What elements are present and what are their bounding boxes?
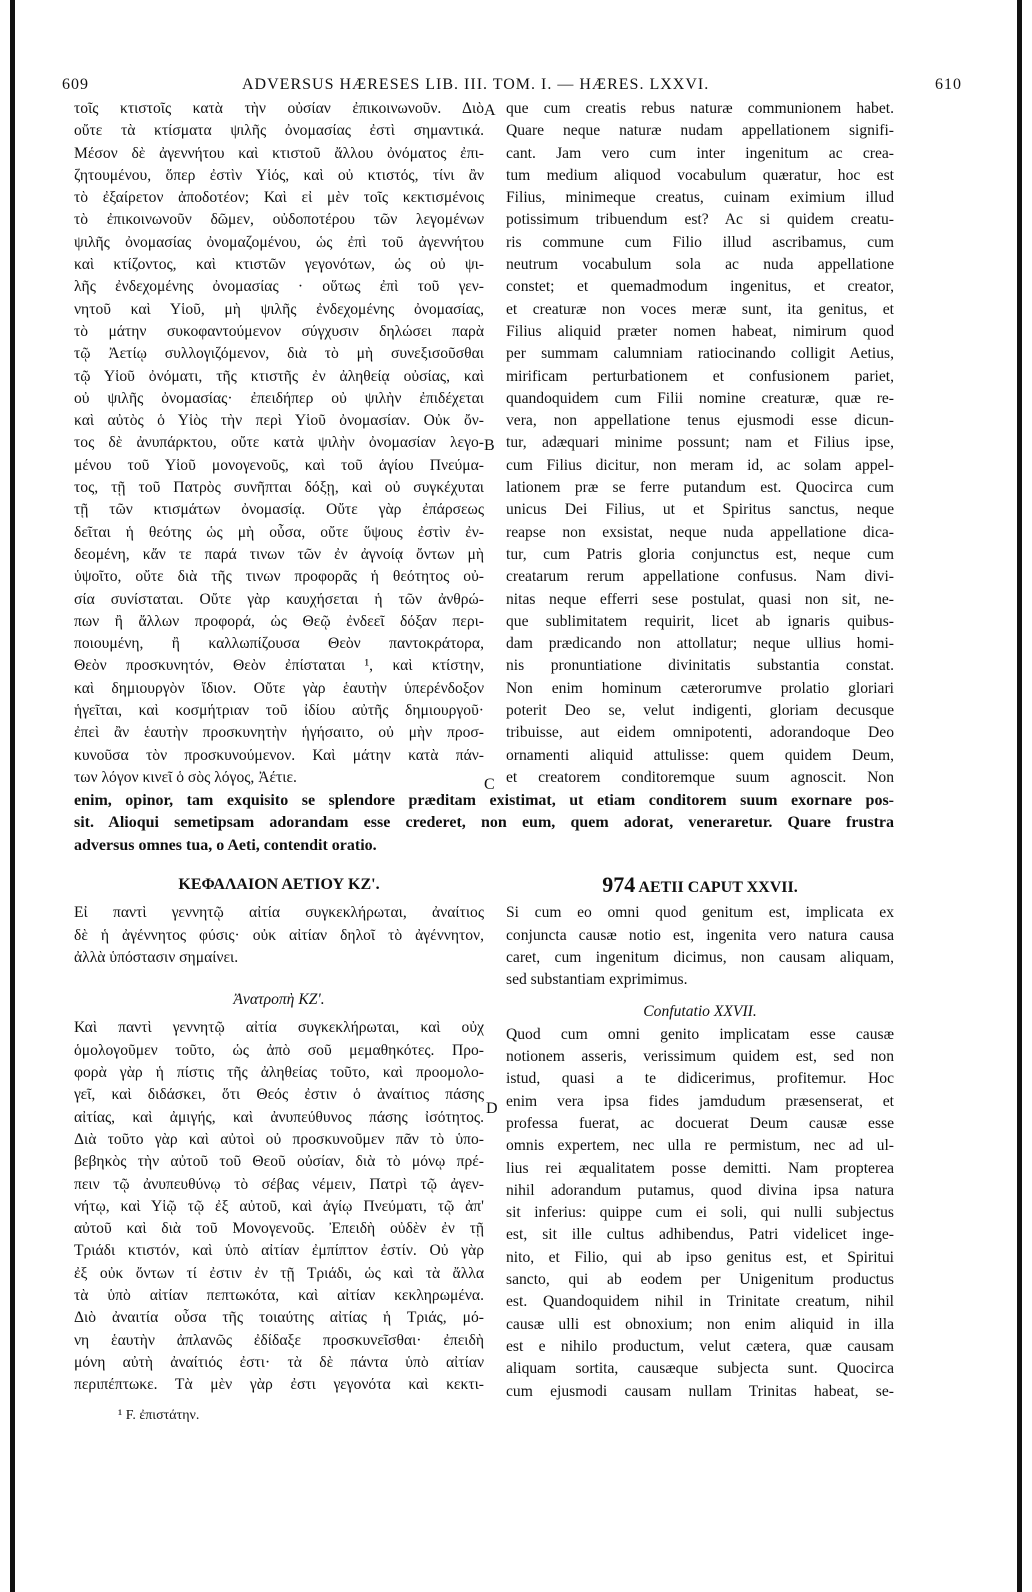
latin-text-line: reapse non exsistat, neque nuda appellatione dica- — [506, 523, 894, 541]
greek-refutation-line: νη ἑαυτὴν ἀπλανῶς ἐδίδαξε προσκυνεῖσθαι· ἐπειδὴ — [74, 1331, 484, 1349]
greek-text-line: δεομένη, κἄν τε παρά τινων τῶν ἐν ἀγνοίᾳ ὄντων μὴ — [74, 545, 484, 563]
greek-refutation-line: Διὰ τοῦτο γὰρ καὶ αὐτοὶ οὐ προσκυνοῦμεν πᾶν τὸ ὑπο- — [74, 1130, 484, 1148]
greek-refutation-line: αἰτίας, καὶ ἀμιγής, καὶ ἀνυπεύθυνος πάσης ἰσότητος. — [74, 1108, 484, 1126]
greek-statement-line: ἀλλὰ ὑπόστασιν σημαίνει. — [74, 948, 239, 966]
latin-refutation-line: est, sit ille cultus adhibendus, Patri videlicet inge- — [506, 1226, 894, 1244]
greek-text-line: δεῖται ἡ θεότης ὡς μὴ οὖσα, οὔτε ὕψους ἐστὶν ἐν- — [74, 523, 484, 541]
latin-refutation-line: nihil adorandum putamus, quod divina ipsa natura — [506, 1181, 894, 1199]
latin-text-line: Quare neque naturæ nudam appellationem signifi- — [506, 122, 894, 140]
latin-text-line: potissimum tribuendum est? Ac si quidem creatu- — [506, 211, 894, 229]
latin-text-line: que sublimitatem requirit, licet ab ignaris quibus- — [506, 612, 894, 630]
greek-text-line: ποιουμένη, ἢ καλλωπίζουσα Θεὸν παντοκράτορα, — [74, 635, 484, 653]
latin-text-line: Filius, minimeque creatus, cuinam eximium illud — [506, 189, 894, 207]
latin-text-line: tribuisse, aut eidem omnipotenti, adorandoque Deo — [506, 724, 894, 742]
greek-refutation-line: πειν τῷ ἀνυπευθύνῳ τὸ σέβας νέμειν, Πατρὶ τῷ ἀγεν- — [74, 1175, 484, 1193]
greek-text-line: τῇ τῶν κτισμάτων ὀνομασίᾳ. Οὔτε γὰρ ἐπάρσεως — [74, 501, 484, 519]
latin-refutation-line: sit inferius: quippe cum ei soli, qui nulli subjectus — [506, 1204, 894, 1222]
greek-text-line: πων ἢ ἄλλων προφορά, ὡς Θεῷ ἐνδεεῖ δόξαν περι- — [74, 612, 484, 630]
margin-marker-b: B — [484, 437, 495, 454]
latin-text-line: neutrum vocabulum sola ac nuda appellatione — [506, 256, 894, 274]
greek-text-line: τὸ ἐπικοινωνοῦν δῶμεν, οὐδοποτέρου τῶν λεγομένων — [74, 211, 484, 229]
latin-statement-line: conjuncta causæ notio est, ingenita vero natura causa — [506, 926, 894, 944]
latin-text-line: per summam calumniam ratiocinando colligit Aetius, — [506, 345, 894, 363]
greek-refutation-line: φορὰ γὰρ ἡ πίστις τῆς ἀληθείας τοῦτο, καὶ προομολο- — [74, 1064, 484, 1082]
greek-refutation-line: αὐτοῦ καὶ διὰ τοῦ Μονογενοῦς. Ἐπειδὴ οὐδὲν ἐν τῇ — [74, 1220, 484, 1238]
greek-refutation-line: περιπέπτωκε. Τὰ μὲν γὰρ ἐστι γεγονότα καὶ κεκτι- — [74, 1376, 484, 1394]
greek-column-upper — [74, 98, 484, 789]
latin-chapter-heading — [506, 874, 894, 896]
latin-chapter-title: AETII CAPUT XXVII. — [638, 879, 798, 896]
latin-text-line: et creatorem conditoremque suum agnoscit. Non — [506, 768, 894, 786]
margin-marker-a: A — [484, 102, 496, 119]
latin-statement-line: caret, cum ingenitum dicimus, non causam aliquam, — [506, 948, 894, 966]
latin-refutation-line: causæ ulli est obnoxium; non enim aliquid in illa — [506, 1315, 894, 1333]
latin-refutation-heading: Confutatio XXVII. — [643, 1003, 757, 1021]
latin-text-line: tur, cum Patris gloria conjunctus est, neque cum — [506, 545, 894, 563]
page-number-right: 610 — [935, 76, 962, 93]
latin-refutation-line: enim vera ipsa fides jamdudum præsenserat, et — [506, 1092, 894, 1110]
latin-text-line: nis pronuntiatione divinitatis substantia constat. — [506, 657, 894, 675]
margin-marker-d: D — [486, 1100, 498, 1117]
latin-text-line: vera, non appellatione tenus ejusmodi esse dicun- — [506, 412, 894, 430]
greek-text-line: τῷ Υἱοῦ ὀνόματι, τῆς κτιστῆς ἐν ἀληθείᾳ οὐσίας, καὶ — [74, 367, 484, 385]
greek-text-line: ἡγεῖται, καὶ κοσμήτριαν τοῦ ἰδίου αὐτῆς δημιουργοῦ· — [74, 702, 484, 720]
latin-text-line: constet; et quemadmodum ingenitus, et creator, — [506, 278, 894, 296]
greek-refutation-line: ἐξ οὐκ ὄντων τί ἐστιν ἐν τῇ Τριάδι, ὡς καὶ τὰ ἄλλα — [74, 1264, 484, 1282]
latin-text-line: ornamenti aliquid attulisse: quem quidem Deum, — [506, 746, 894, 764]
greek-refutation-line: ὁμολογοῦμεν τοῦτο, ὡς ἀπὸ σοῦ μεμαθηκότες. Προ- — [74, 1041, 484, 1059]
latin-text-line: creatarum rerum appellatione confusus. Nam divi- — [506, 568, 894, 586]
scan-border-right — [1017, 0, 1022, 1592]
greek-chapter-heading: ΚΕΦΑΛΑΙΟΝ ΑΕΤΙΟΥ ΚΖ'. — [178, 876, 380, 893]
greek-refutation-line: μόνη αὐτὴ ἀναίτιός ἐστι· τὰ δὲ πάντα ὑπὸ αἰτίαν — [74, 1353, 484, 1371]
greek-text-line: τοῖς κτιστοῖς κατὰ τὴν οὐσίαν ἐπικοινωνοῦν. Διὸ — [74, 100, 484, 117]
column-number: 974 — [602, 872, 636, 897]
margin-marker-c: C — [484, 776, 495, 793]
greek-text-line: ὑψοῖτο, οὔτε διὰ τῆς τινων προφορᾶς ἡ θεότητος οὐ- — [74, 568, 484, 586]
latin-text-line: que cum creatis rebus naturæ communionem habet. — [506, 100, 894, 117]
latin-refutation-line: est e nihilo productum, velut cætera, quæ causam — [506, 1337, 894, 1355]
greek-text-line: τος, τῇ τοῦ Πατρὸς συνῆπται δόξῃ, καὶ οὐ συγκέχυται — [74, 479, 484, 497]
greek-text-line: καὶ αὐτὸς ὁ Υἱὸς τὴν περὶ Υἱοῦ ὀνομασίαν. Οὐκ ὄν- — [74, 412, 484, 430]
full-width-line: adversus omnes tua, o Aeti, contendit oratio. — [74, 836, 377, 854]
greek-text-line: καὶ δημιουργὸν ἴδιον. Οὔτε γὰρ ἑαυτὴν ὑπερένδοξον — [74, 679, 484, 697]
latin-text-line: ris commune cum Filio illud ascribamus, cum — [506, 233, 894, 251]
footnote: ¹ F. ἐπιστάτην. — [118, 1408, 200, 1423]
latin-text-line: Filius aliquid præter nomen habeat, nimirum quod — [506, 322, 894, 340]
greek-text-line: οὐ ψιλῆς ὀνομασίας· ἐπειδήπερ οὐ ψιλὴν ἐπιδέχεται — [74, 389, 484, 407]
latin-column-lower — [506, 874, 894, 1403]
greek-column-lower — [74, 874, 484, 1397]
full-width-continuation — [74, 790, 894, 857]
greek-statement-line: δὲ ἡ ἀγέννητος φύσις· οὐκ αἰτίαν δηλοῖ τὸ ἀγέννητον, — [74, 926, 484, 944]
greek-text-line: ἐπεὶ ἂν ἑαυτὴν προσκυνητὴν ἡγήσαιτο, οὐ μὴν προσ- — [74, 724, 484, 742]
latin-refutation-line: est. Quandoquidem nihil in Trinitate creatum, nihil — [506, 1293, 894, 1311]
greek-refutation-line: νήτῳ, καὶ Υἱῷ τῷ ἐξ αὐτοῦ, καὶ ἁγίῳ Πνεύματι, τῷ ἀπ' — [74, 1197, 484, 1215]
greek-text-line: ψιλῆς ὀνομασίας ὀνομαζομένου, ὡς ἐπὶ τοῦ ἀγεννήτου — [74, 233, 484, 251]
latin-text-line: mirificam perturbationem et confusionem pariet, — [506, 367, 894, 385]
greek-text-line: ζητουμένου, ὅπερ ἐστὶν Υἱός, καὶ οὐ κτιστός, τίνι ἂν — [74, 166, 484, 184]
greek-text-line: των λόγον κινεῖ ὁ σὸς λόγος, Ἀέτιε. — [74, 768, 297, 786]
latin-text-line: nitas neque efferri sese postulat, quasi non sit, ne- — [506, 590, 894, 608]
greek-text-line: νητοῦ καὶ Υἱοῦ, μὴ ψιλῆς ἐνδεχομένης ὀνομασίας, — [74, 300, 484, 318]
latin-text-line: lationem præ se ferre putandum est. Quocirca cum — [506, 479, 894, 497]
greek-text-line: οὔτε τὰ κτίσματα ψιλῆς ὀνομασίας ἐστὶ σημαντικά. — [74, 122, 484, 140]
latin-refutation-line: sancto, qui ab eodem per Unigenitum productus — [506, 1271, 894, 1289]
greek-text-line: τὸ ἐξαίρετον ἀποδοτέον; Καὶ εἰ μὲν τοῖς κεκτισμένοις — [74, 189, 484, 207]
latin-text-line: dam prædicando non attollatur; neque ullius homi- — [506, 635, 894, 653]
latin-statement-line: Si cum eo omni quod genitum est, implicata ex — [506, 904, 894, 922]
latin-text-line: cum Filius dicitur, non meram id, ac solam appel- — [506, 456, 894, 474]
greek-text-line: τῷ Ἀετίῳ συλλογιζόμενον, διὰ τὸ μὴ συνεξισοῦσθαι — [74, 345, 484, 363]
latin-text-line: cant. Jam vero cum inter ingenitum ac crea- — [506, 144, 894, 162]
latin-refutation-line: omnis expertem, nec ulla re permistum, nec ad ul- — [506, 1137, 894, 1155]
greek-refutation-line: Καὶ παντὶ γεννητῷ αἰτία συγκεκλήρωται, καὶ οὐχ — [74, 1019, 484, 1037]
latin-refutation-line: cum ejusmodi causam nullam Trinitas habeat, se- — [506, 1382, 894, 1400]
running-header — [62, 76, 962, 100]
greek-text-line: τος δὲ ἀνυπάρκτου, οὔτε κατὰ ψιλὴν ὀνομασίαν λεγο- — [74, 434, 484, 452]
greek-text-line: Θεὸν προσκυνητόν, Θεὸν ἐπίσταται ¹, καὶ κτίστην, — [74, 657, 484, 675]
latin-refutation-line: Quod cum omni genito implicatam esse causæ — [506, 1025, 894, 1043]
latin-refutation-line: aliquam sortita, causæque subjecta sunt. Quocirca — [506, 1360, 894, 1378]
latin-statement-line: sed substantiam exprimimus. — [506, 971, 688, 989]
greek-text-line: τὸ μάτην συκοφαντούμενον σύγχυσιν δηλώσει παρὰ — [74, 322, 484, 340]
greek-text-line: καὶ κτίζοντος, καὶ κτιστῶν γεγονότων, ὡς οὐ ψι- — [74, 256, 484, 274]
greek-text-line: Μέσον δὲ ἀγεννήτου καὶ κτιστοῦ ἄλλου ὀνόματος ἐπι- — [74, 144, 484, 162]
greek-text-line: κυνοῦσα τὸν προσκυνούμενον. Καὶ μάτην κατὰ πάν- — [74, 746, 484, 764]
scan-border-left — [10, 0, 15, 1592]
latin-text-line: et creaturæ non voces meræ sunt, ita genitus, et — [506, 300, 894, 318]
latin-refutation-line: professa fuerat, ac docuerat Deum causæ esse — [506, 1114, 894, 1132]
greek-statement-line: Εἰ παντὶ γεννητῷ αἰτία συγκεκλήρωται, ἀναίτιος — [74, 904, 484, 922]
greek-text-line: λῆς ἐνδεχομένης ὀνομασίας · οὕτως ἐπὶ τοῦ γεν- — [74, 278, 484, 296]
latin-text-line: tum medium aliquod vocabulum quæratur, hoc est — [506, 166, 894, 184]
greek-refutation-line: Τριάδι κτιστόν, καὶ ὑπὸ αἰτίαν ἐμπίπτον ἐστίν. Οὐ γὰρ — [74, 1242, 484, 1260]
greek-refutation-line: τὰ ὑπὸ αἰτίαν πεπτωκότα, καὶ αἰτίαν κεκληρωμένα. — [74, 1287, 484, 1305]
greek-refutation-line: Διὸ ἀναιτία οὖσα τῆς τοιαύτης αἰτίας ἡ Τριάς, μό- — [74, 1309, 484, 1327]
greek-refutation-line: βεβηκὸς τὴν αὐτοῦ τοῦ Θεοῦ οὐσίαν, διὰ τὸ μόνῳ πρέ- — [74, 1153, 484, 1171]
latin-text-line: Non enim hominum cæterorumve prolatio gloriari — [506, 679, 894, 697]
greek-refutation-heading: Ἀνατροπὴ ΚΖ'. — [233, 991, 325, 1009]
greek-text-line: σία συνίσταται. Οὔτε γὰρ καυχήσεται ἡ τῶν ἀνθρώ- — [74, 590, 484, 608]
running-title: ADVERSUS HÆRESES LIB. III. TOM. I. — HÆRES. LXXVI. — [242, 76, 710, 93]
greek-refutation-line: γεῖ, καὶ διδάσκει, ὅτι Θεός ἐστιν ὁ ἀναίτιος πάσης — [74, 1086, 484, 1104]
latin-refutation-line: lius rei æqualitatem posse demitti. Nam propterea — [506, 1159, 894, 1177]
latin-column-upper — [506, 98, 894, 789]
full-width-line: sit. Alioqui semetipsam adorandam esse crederet, non eum, quem adorat, veneraretur. Quare frustra — [74, 814, 894, 832]
latin-refutation-line: notionem asseris, verissimum quidem est, sed non — [506, 1048, 894, 1066]
latin-text-line: quandoquidem cum Filii nomine creaturæ, quæ re- — [506, 389, 894, 407]
full-width-line: enim, opinor, tam exquisito se splendore præditam existimat, ut etiam conditorem suum exornare pos- — [74, 792, 894, 809]
page-number-left: 609 — [62, 76, 89, 93]
latin-refutation-line: nito, et Filio, qui ab ipso genitus est, et Spiritui — [506, 1248, 894, 1266]
latin-text-line: tur, adæquari minime possunt; nam et Filius ipse, — [506, 434, 894, 452]
latin-text-line: unicus Dei Filius, ut et Spiritus sanctus, neque — [506, 501, 894, 519]
latin-text-line: poterit Deo se, velut indigenti, gloriam decusque — [506, 702, 894, 720]
greek-text-line: μένου τοῦ Υἱοῦ μονογενοῦς, καὶ τοῦ ἁγίου Πνεύμα- — [74, 456, 484, 474]
latin-refutation-line: istud, quasi a te didicerimus, profitemur. Hoc — [506, 1070, 894, 1088]
